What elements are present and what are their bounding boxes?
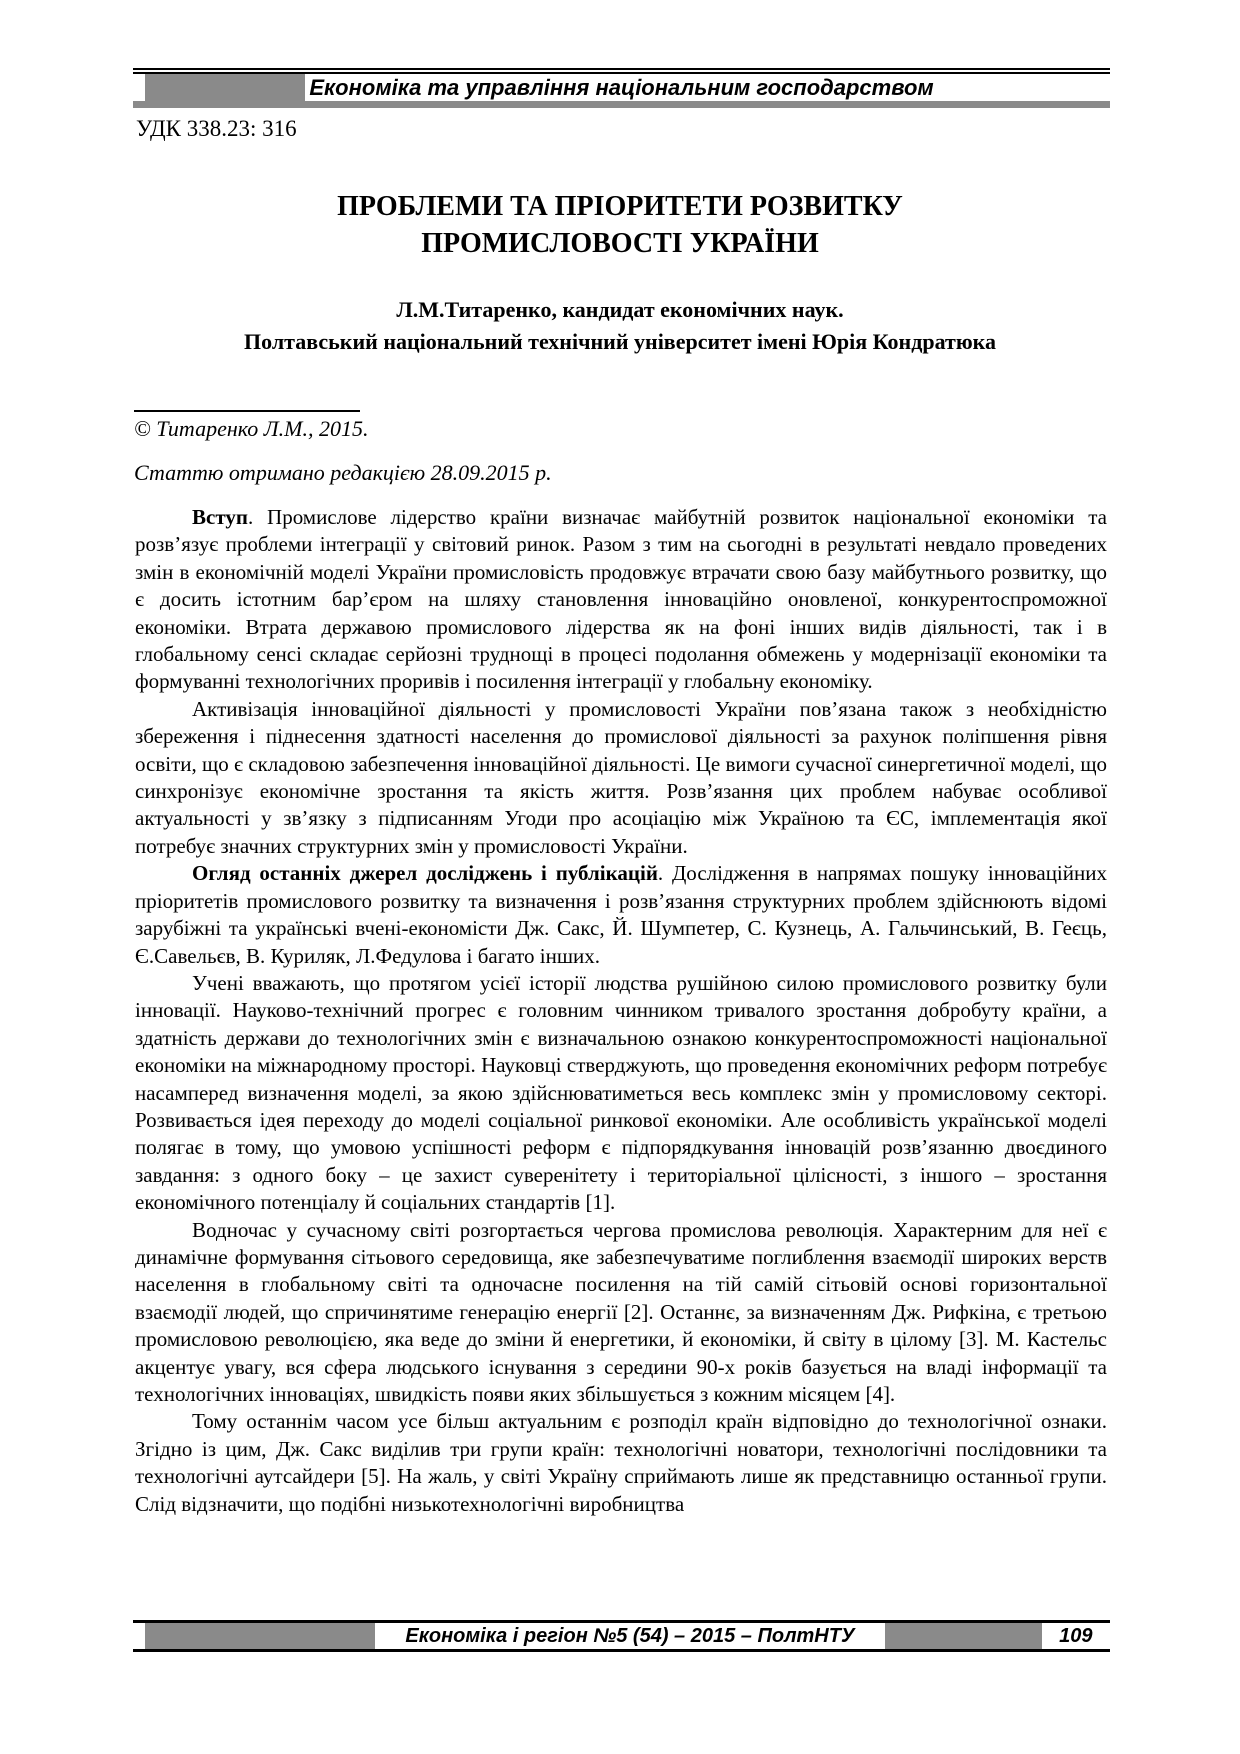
received-date-note: Статтю отримано редакцією 28.09.2015 р. — [134, 460, 552, 485]
footnote-rule — [134, 410, 360, 412]
article-title-line1: ПРОБЛЕМИ ТА ПРІОРИТЕТИ РОЗВИТКУ — [337, 191, 903, 222]
affiliation-line: Полтавський національний технічний університет імені Юрія Кондратюка — [244, 329, 996, 354]
page-footer — [133, 1620, 1110, 1652]
paragraph-text: Тому останнім часом усе більш актуальним є розподіл країн відповідно до технологічної ознаки. Згідно із цим, Дж. Сакс виділив три групи країн: технологічні новатори, технологічні послідовники та технологічні аутсайдери [5]. На жаль, у світі Україну сприймають лише як представницю останньої групи. Слід відзначити, що подібні низькотехнологічні виробництва — [135, 1409, 1107, 1516]
paragraph — [135, 970, 1107, 1217]
paragraph-lead: Огляд останніх джерел досліджень і публікацій — [192, 861, 658, 886]
udc-code: УДК 338.23: 316 — [136, 116, 297, 141]
footer-gray-block-left — [145, 1623, 375, 1649]
paragraph-text: Водночас у сучасному світі розгортається чергова промислова революція. Характерним для неї є динамічне формування сітьового середовища, яке забезпечуватиме поглиблення взаємодії широких верств населення в глобальному світі та одночасне посилення на тій самій сітьовій основі горизонтальної взаємодії людей, що спричинятиме генерацію енергії [2]. Останнє, за визначенням Дж. Рифкіна, є третьою промисловою революцією, яка веде до зміни й енергетики, й економіки, й світу в цілому [3]. М. Кастельс акцентує увагу, вся сфера людського існування з середини 90-х років базується на владі інформації та технологічних інноваціях, швидкість появи яких збільшується з кожним місяцем [4]. — [135, 1217, 1107, 1406]
paragraph-text: . Промислове лідерство країни визначає майбутній розвиток національної економіки та розв’язує проблеми інтеграції у світовий ринок. Разом з тим на сьогодні в результаті невдало проведених змін в економічній моделі України промисловість продовжує втрачати свою базу майбутнього розвитку, що є досить істотним бар’єром на шляху становлення інноваційно оновленої, конкурентоспроможної економіки. Втрата державою промислового лідерства як на фоні інших видів діяльності, так і в глобальному сенсі складає серйозні труднощі в процесі подолання обмежень у модернізації економіки та формуванні технологічних проривів і посилення інтеграції у глобальну економіку. — [135, 505, 1107, 694]
page-number: 109 — [1059, 1625, 1093, 1647]
section-title: Економіка та управління національним господарством — [309, 75, 934, 100]
paragraph-text: Учені вважають, що протягом усієї історії людства рушійною силою промислового розвитку були інновації. Науково-технічний прогрес є головним чинником тривалого зростання добробуту країни, а здатність держави до технологічних змін є визначальною ознакою конкурентоспроможності національної економіки на міжнародному просторі. Науковці стверджують, що проведення економічних реформ потребує насамперед визначення моделі, за якою здійснюватиметься весь комплекс змін у промисловому секторі. Розвивається ідея переходу до моделі соціальної ринкової економіки. Але особливість української моделі полягає в тому, що умовою успішності реформ є підпорядкування інновацій розв’язанню двоєдиного завдання: з одного боку – це захист суверенітету і територіальної цілісності, з іншого – зростання економічного потенціалу й соціальних стандартів [1]. — [135, 970, 1107, 1215]
paragraph — [135, 1408, 1107, 1518]
article-body — [135, 504, 1107, 1616]
paragraph-intro — [135, 504, 1107, 696]
article-title — [135, 188, 1105, 262]
paragraph-text: . Дослідження в напрямах пошуку інноваційних пріоритетів промислового розвитку та визначення і розв’язання структурних проблем здійснюють відомі зарубіжні та українські вчені-економісти Дж. Сакс, Й. Шумпетер, С. Кузнець, А. Гальчинський, В. Геєць, Є.Савельєв, В. Куриляк, Л.Федулова і багато інших. — [135, 861, 1107, 968]
running-head-row — [133, 74, 1110, 101]
footer-gray-block-right — [885, 1623, 1041, 1649]
running-head-gray-rule — [133, 101, 1110, 108]
article-title-line2: ПРОМИСЛОВОСТІ УКРАЇНИ — [421, 228, 819, 259]
paragraph-lead: Вступ — [192, 505, 248, 529]
running-head — [133, 68, 1110, 108]
paragraph — [135, 696, 1107, 860]
journal-title: Економіка і регіон №5 (54) – 2015 – ПолтНТУ — [405, 1625, 855, 1647]
paragraph-sources-review — [135, 860, 1107, 970]
copyright-note: © Титаренко Л.М., 2015. — [134, 416, 369, 441]
paragraph — [135, 1217, 1107, 1409]
paragraph-text: Активізація інноваційної діяльності у промисловості України пов’язана також з необхідністю збереження і піднесення здатності населення до промислової діяльності за рахунок поліпшення рівня освіти, що є складовою забезпечення інноваційної діяльності. Це вимоги сучасної синергетичної моделі, що синхронізує економічне зростання та якість життя. Розв’язання цих проблем набуває особливої актуальності у зв’язку з підписанням Угоди про асоціацію між Україною та ЄС, імплементація якої потребує значних структурних змін у промисловості України. — [135, 696, 1107, 858]
running-head-gray-block — [145, 74, 305, 101]
author-line: Л.М.Титаренко, кандидат економічних наук. — [396, 297, 844, 322]
